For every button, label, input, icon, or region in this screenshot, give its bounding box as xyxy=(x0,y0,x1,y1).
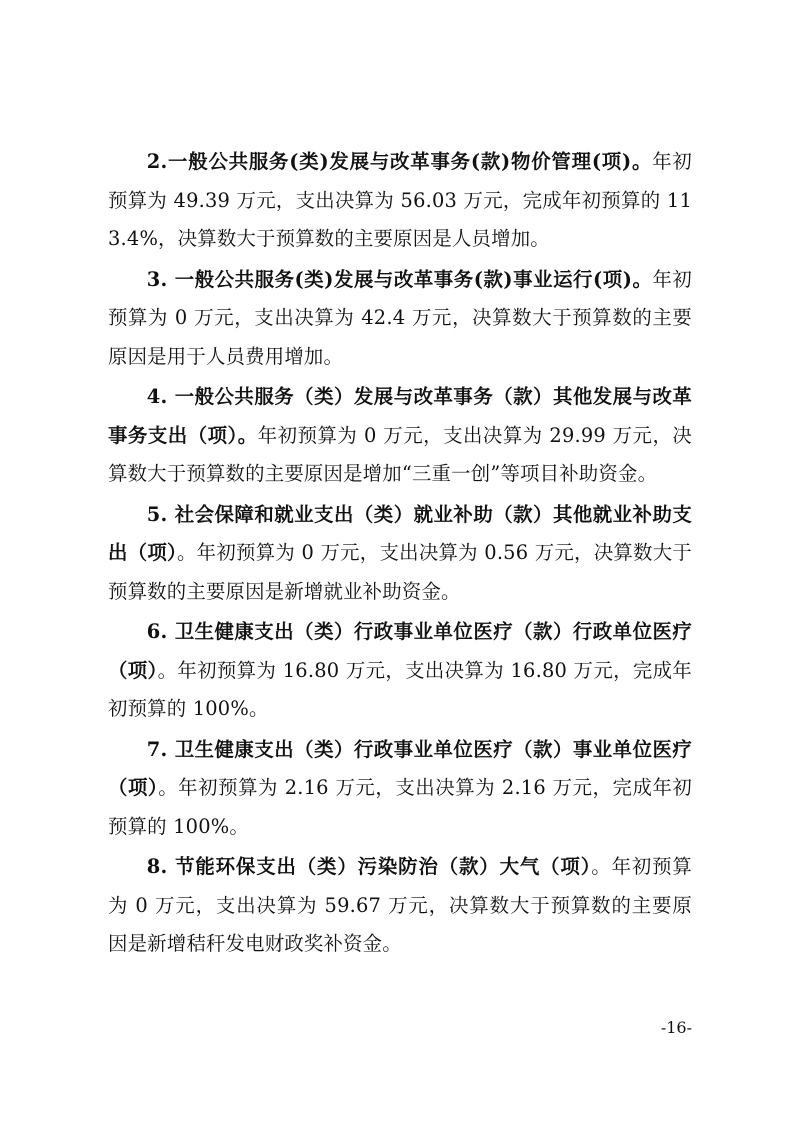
document-body xyxy=(108,143,692,966)
paragraph-text: 。年初预算为 0 万元，支出决算为 0.56 万元，决算数大于预算数的主要原因是新增就业补助资金。 xyxy=(108,541,692,603)
paragraph-text: 。年初预算为 16.80 万元，支出决算为 16.80 万元，完成年初预算的 100%。 xyxy=(108,658,692,720)
paragraph-heading: 2.一般公共服务(类)发展与改革事务(款)物价管理(项)。 xyxy=(146,150,653,173)
paragraph-text: 。年初预算为 0 万元，支出决算为 59.67 万元，决算数大于预算数的主要原因是新增秸秆发电财政奖补资金。 xyxy=(108,855,693,955)
paragraph-heading: 8. 节能环保支出（类）污染防治（款）大气（项） xyxy=(146,855,592,878)
paragraph-heading: 3. 一般公共服务(类)发展与改革事务(款)事业运行(项)。 xyxy=(146,267,653,291)
paragraph-item-6 xyxy=(108,613,692,729)
paragraph-text: 年初预算为 0 万元，支出决算为 29.99 万元，决算数大于预算数的主要原因是增加“三重一创”等项目补助资金。 xyxy=(108,423,692,485)
paragraph-item-5 xyxy=(108,496,692,612)
page-number: -16- xyxy=(660,1018,692,1037)
paragraph-item-8 xyxy=(108,848,692,964)
paragraph-heading: 7. 卫生健康支出（类）行政事业单位医疗（款）事业单位医疗（项） xyxy=(108,737,692,799)
paragraph-text: 。年初预算为 2.16 万元，支出决算为 2.16 万元，完成年初预算的 100%。 xyxy=(108,776,692,838)
paragraph-heading: 6. 卫生健康支出（类）行政事业单位医疗（款）行政单位医疗（项） xyxy=(108,620,692,682)
paragraph-text: 年初预算为 49.39 万元，支出决算为 56.03 万元，完成年初预算的 113.4%，决算数大于预算数的主要原因是人员增加。 xyxy=(108,150,692,250)
paragraph-heading: 4. 一般公共服务（类）发展与改革事务（款）其他发展与改革事务支出（项）。 xyxy=(108,385,692,447)
paragraph-text: 年初预算为 0 万元，支出决算为 42.4 万元，决算数大于预算数的主要原因是用于人员费用增加。 xyxy=(108,267,692,368)
paragraph-heading: 5. 社会保障和就业支出（类）就业补助（款）其他就业补助支出（项） xyxy=(108,502,692,564)
paragraph-item-2 xyxy=(108,143,692,259)
paragraph-item-7 xyxy=(108,731,692,847)
paragraph-item-3 xyxy=(108,261,692,377)
paragraph-item-4 xyxy=(108,378,692,494)
